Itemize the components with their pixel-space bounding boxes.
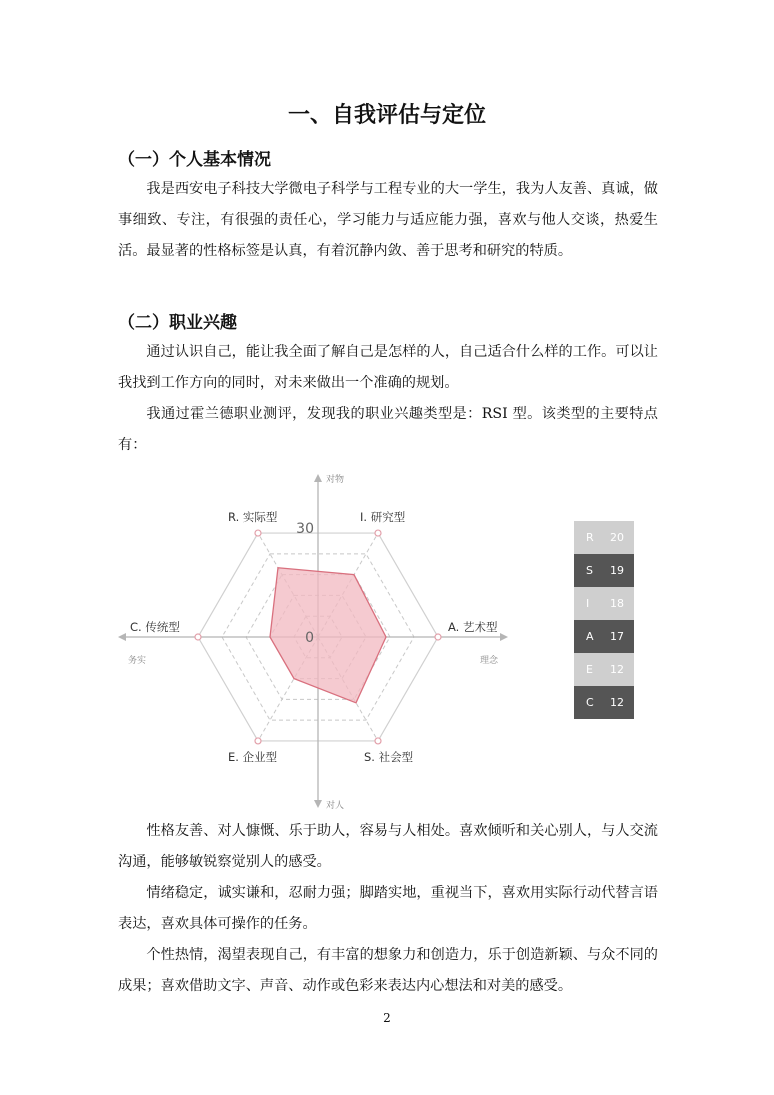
radar-data-polygon [270,568,386,703]
direction-label-top: 对物 [326,475,345,485]
axis-arrow-right [500,633,508,641]
tick-label-min: 0 [305,630,314,646]
paragraph-basic-info: 我是西安电子科技大学微电子科学与工程专业的大一学生，我为人友善、真诚，做事细致、专注，有很强的责任心，学习能力与适应能力强，喜欢与他人交谈，热爱生活。最显著的性格标签是认真，有着沉静内敛、善于思考和研究的特质。 [118,181,658,259]
score-value: 20 [610,531,624,544]
score-row-a [574,620,634,653]
page-number: 2 [383,1011,391,1025]
vertex-dot-3 [375,738,381,744]
score-value: 12 [610,663,624,676]
axis-label-2: A. 艺术型 [448,620,498,634]
paragraph-trait-realistic: 情绪稳定，诚实谦和，忍耐力强；脚踏实地，重视当下，喜欢用实际行动代替言语表达，喜欢具体可操作的任务。 [118,885,658,932]
page-title: 一、自我评估与定位 [287,103,486,128]
score-table [574,521,634,719]
vertex-dot-1 [375,530,381,536]
axis-arrow-up [314,474,322,482]
vertex-dot-4 [255,738,261,744]
vertex-dot-2 [435,634,441,640]
score-row-i [574,587,634,620]
vertex-dot-0 [255,530,261,536]
score-value: 17 [610,630,624,643]
axis-label-4: E. 企业型 [228,749,278,764]
section-heading-career-interest: （二）职业兴趣 [118,313,237,333]
vertex-dot-5 [195,634,201,640]
holland-radar-chart [118,462,518,817]
score-row-s [574,554,634,587]
score-row-c [574,686,634,719]
score-value: 19 [610,564,624,577]
score-code: E [586,663,593,676]
section-heading-basic-info: （一）个人基本情况 [118,150,271,170]
axis-label-1: I. 研究型 [360,510,406,525]
paragraph-self-knowledge: 通过认识自己，能让我全面了解自己是怎样的人，自己适合什么样的工作。可以让我找到工作方向的同时，对未来做出一个准确的规划。 [118,344,658,391]
tick-label-max: 30 [296,521,314,537]
axis-label-5: C. 传统型 [130,620,180,634]
paragraph-trait-social: 性格友善、对人慷慨、乐于助人，容易与人相处。喜欢倾听和关心别人，与人交流沟通，能够敏锐察觉别人的感受。 [118,823,658,870]
score-row-r [574,521,634,554]
score-value: 18 [610,597,624,610]
score-code: I [586,597,590,610]
score-code: R [586,531,594,544]
paragraph-trait-artistic: 个性热情，渴望表现自己，有丰富的想象力和创造力，乐于创造新颖、与众不同的成果；喜欢借助文字、声音、动作或色彩来表达内心想法和对美的感受。 [118,947,658,994]
direction-label-bottom: 对人 [326,801,345,811]
score-code: A [586,630,594,643]
score-code: S [586,564,593,577]
axis-label-3: S. 社会型 [364,749,414,764]
score-row-e [574,653,634,686]
paragraph-holland-test: 我通过霍兰德职业测评，发现我的职业兴趣类型是：RSI 型。该类型的主要特点有： [118,406,658,453]
axis-label-0: R. 实际型 [228,510,278,525]
score-value: 12 [610,696,624,709]
axis-arrow-down [314,800,322,808]
axis-arrow-left [118,633,126,641]
direction-label-right: 理念 [480,656,499,666]
score-code: C [586,696,594,709]
direction-label-left: 务实 [128,656,147,666]
